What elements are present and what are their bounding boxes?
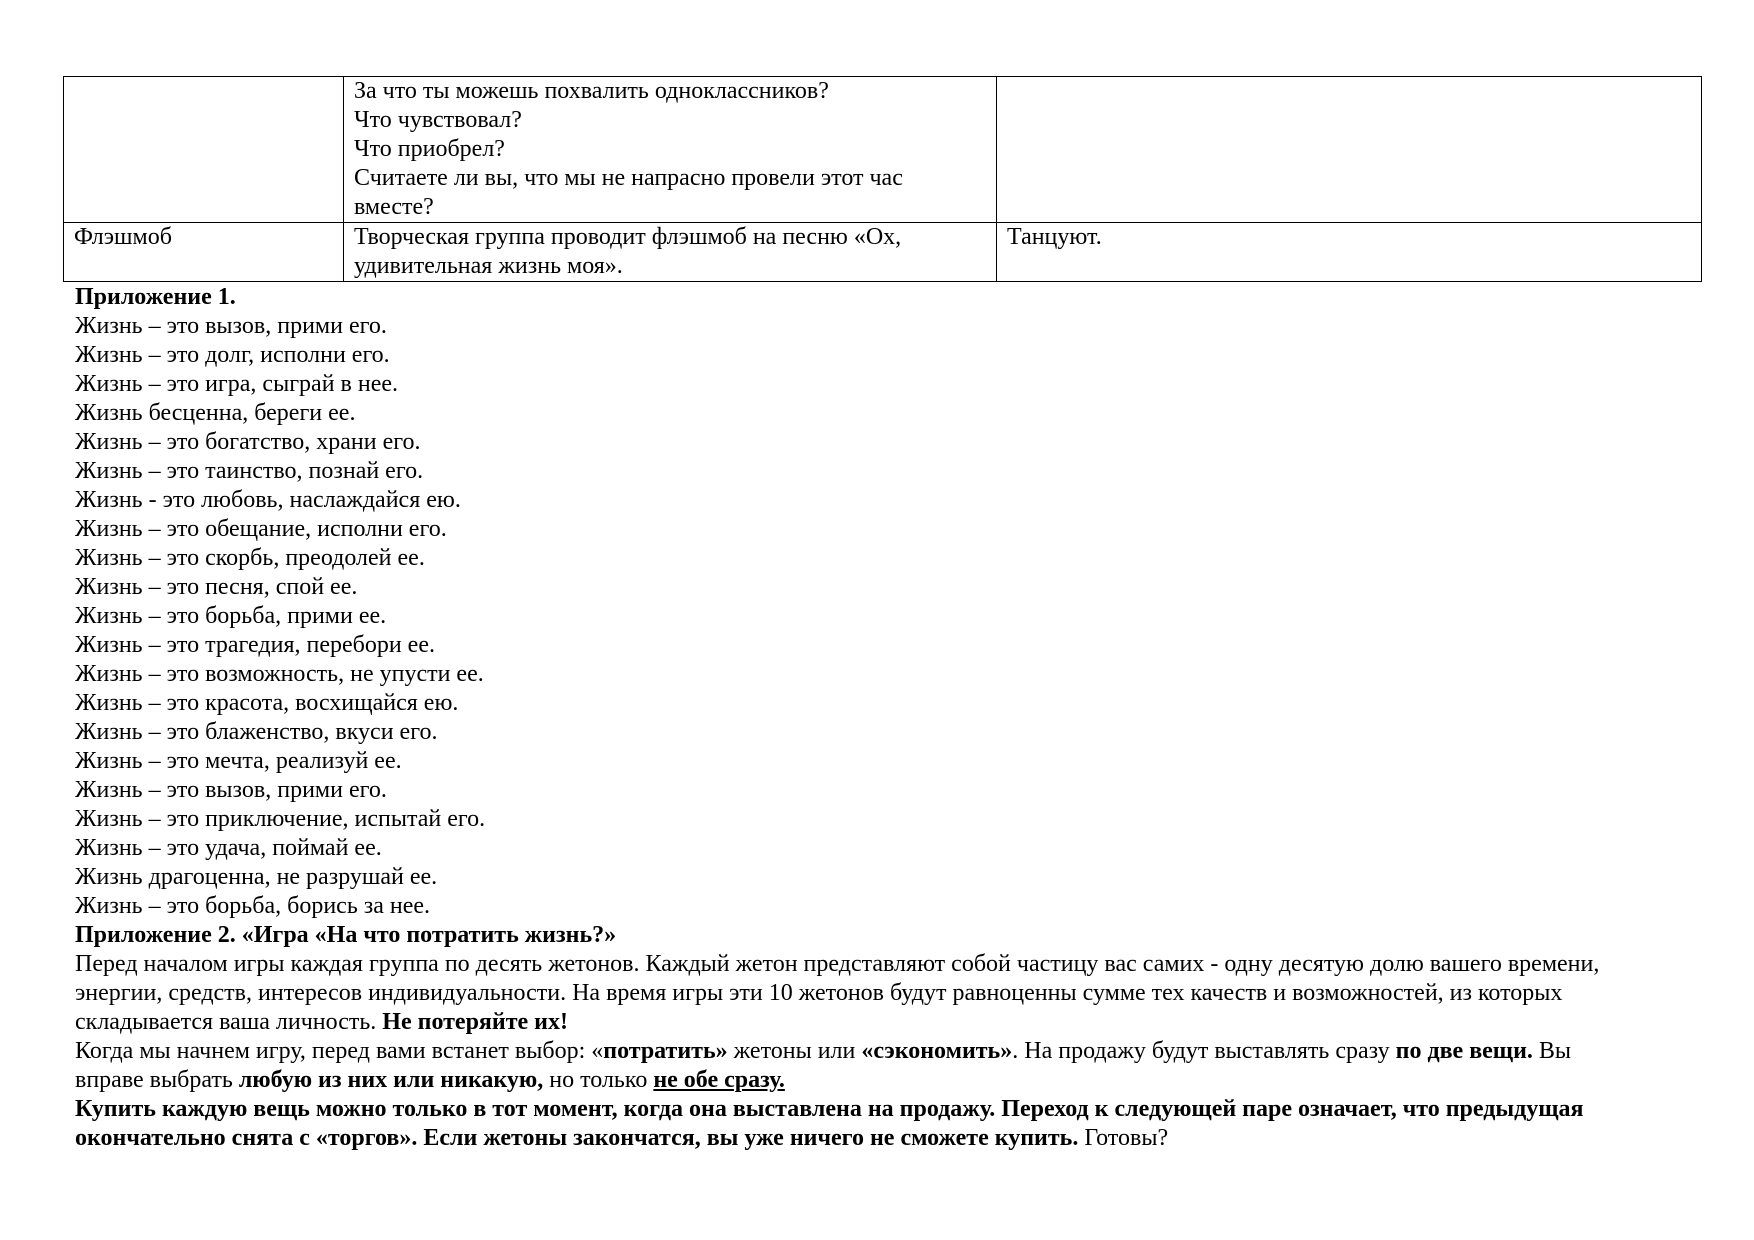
list-item: Жизнь драгоценна, не разрушай ее. [75, 864, 438, 890]
list-item: Жизнь - это любовь, наслаждайся ею. [75, 487, 461, 513]
list-item: Жизнь – это таинство, познай его. [75, 458, 424, 484]
list-item: Жизнь – это мечта, реализуй ее. [75, 748, 402, 774]
paragraph-line: энергии, средств, интересов индивидуальности. На время игры эти 10 жетонов будут равноценны сумме тех качеств и возможностей, из которых [75, 980, 1563, 1006]
list-item: Жизнь – это красота, восхищайся ею. [75, 690, 459, 716]
game-conditions-paragraph [75, 1095, 1695, 1153]
paragraph-line [75, 1037, 1695, 1066]
table-line: удивительная жизнь моя». [354, 253, 623, 279]
table-cell-teacher-activity [344, 223, 997, 282]
table-cell-student-activity [997, 77, 1702, 223]
list-item: Жизнь – это песня, спой ее. [75, 574, 358, 600]
list-item: Жизнь – это обещание, исполни его. [75, 516, 447, 542]
paragraph-text: Когда мы начнем игру, перед вами встанет выбор: « [75, 1038, 604, 1064]
game-rules-paragraph [75, 1037, 1695, 1095]
list-item: Жизнь бесценна, береги ее. [75, 400, 356, 426]
paragraph-line: Перед началом игры каждая группа по десять жетонов. Каждый жетон представляют собой частицу вас самих - одну десятую долю вашего времени, [75, 951, 1600, 977]
appendix-1-title: Приложение 1. [75, 284, 236, 310]
emphasis-text: Не потеряйте их! [382, 1009, 568, 1035]
emphasis-text: потратить» [603, 1038, 728, 1064]
game-intro-paragraph [75, 950, 1695, 1037]
list-item: Жизнь – это борьба, борись за нее. [75, 893, 431, 919]
list-item: Жизнь – это борьба, прими ее. [75, 603, 387, 629]
emphasis-text: «сэкономить» [861, 1038, 1013, 1064]
paragraph-text: жетоны или [727, 1038, 862, 1064]
table-line: За что ты можешь похвалить одноклассников? [354, 78, 829, 104]
table-cell-stage [64, 77, 344, 223]
emphasis-underlined-text: не обе сразу. [653, 1067, 785, 1093]
table-cell-student-activity: Танцуют. [997, 223, 1702, 282]
paragraph-text: но только [543, 1067, 654, 1093]
life-quotes-list [75, 312, 1695, 921]
table-line: Творческая группа проводит флэшмоб на песню «Ох, [354, 224, 902, 250]
list-item: Жизнь – это трагедия, перебори ее. [75, 632, 435, 658]
table-line: Что чувствовал? [354, 107, 522, 133]
paragraph-line [75, 1008, 1695, 1037]
paragraph-text: вправе выбрать [75, 1067, 239, 1093]
table-row [64, 223, 1702, 282]
paragraph-text: складывается ваша личность. [75, 1009, 383, 1035]
paragraph-text: Готовы? [1078, 1125, 1169, 1151]
appendix-2-title: Приложение 2. «Игра «На что потратить жизнь?» [75, 922, 617, 948]
table-line: Считаете ли вы, что мы не напрасно провели этот час [354, 165, 903, 191]
list-item: Жизнь – это богатство, храни его. [75, 429, 421, 455]
list-item: Жизнь – это долг, исполни его. [75, 342, 390, 368]
list-item: Жизнь – это удача, поймай ее. [75, 835, 382, 861]
list-item: Жизнь – это игра, сыграй в нее. [75, 371, 399, 397]
paragraph-text: Вы [1532, 1038, 1572, 1064]
paragraph-text: . На продажу будут выставлять сразу [1012, 1038, 1396, 1064]
list-item: Жизнь – это скорбь, преодолей ее. [75, 545, 425, 571]
document-body [75, 283, 1695, 1153]
list-item: Жизнь – это вызов, прими его. [75, 313, 387, 339]
table-cell-teacher-activity [344, 77, 997, 223]
table-row [64, 77, 1702, 223]
table-line: вместе? [354, 194, 434, 220]
list-item: Жизнь – это возможность, не упусти ее. [75, 661, 484, 687]
list-item: Жизнь – это приключение, испытай его. [75, 806, 486, 832]
table-line: Что приобрел? [354, 136, 505, 162]
emphasis-text: окончательно снята с «торгов». Если жетоны закончатся, вы уже ничего не сможете купить. [75, 1125, 1079, 1151]
list-item: Жизнь – это вызов, прими его. [75, 777, 387, 803]
paragraph-line [75, 1066, 1695, 1095]
paragraph-line: Купить каждую вещь можно только в тот момент, когда она выставлена на продажу. Переход к следующей паре означает, что предыдущая [75, 1096, 1584, 1122]
lesson-plan-table [63, 76, 1702, 282]
list-item: Жизнь – это блаженство, вкуси его. [75, 719, 438, 745]
paragraph-line [75, 1124, 1695, 1153]
emphasis-text: любую из них или никакую, [238, 1067, 544, 1093]
emphasis-text: по две вещи. [1395, 1038, 1533, 1064]
table-cell-stage: Флэшмоб [64, 223, 344, 282]
